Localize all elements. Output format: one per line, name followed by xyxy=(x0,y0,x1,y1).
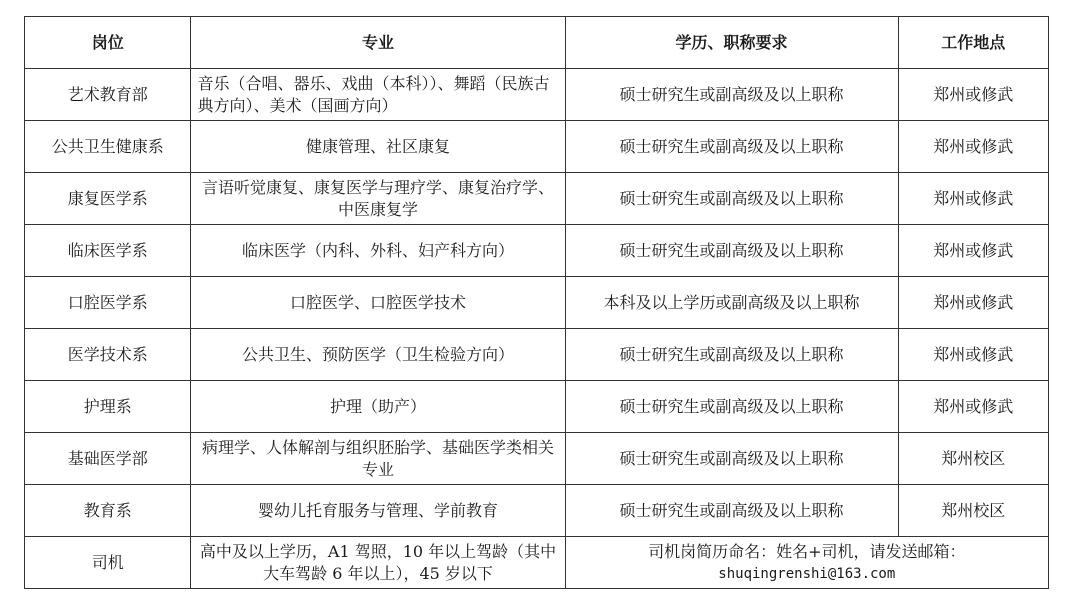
cell-requirement: 硕士研究生或副高级及以上职称 xyxy=(565,433,898,485)
cell-position: 临床医学系 xyxy=(25,225,191,277)
cell-position: 医学技术系 xyxy=(25,329,191,381)
cell-major: 健康管理、社区康复 xyxy=(191,121,565,173)
cell-location: 郑州或修武 xyxy=(898,69,1048,121)
table-row xyxy=(25,225,1049,277)
cell-major: 婴幼儿托育服务与管理、学前教育 xyxy=(191,485,565,537)
cell-location: 郑州或修武 xyxy=(898,121,1048,173)
cell-requirement: 硕士研究生或副高级及以上职称 xyxy=(565,329,898,381)
cell-requirement: 硕士研究生或副高级及以上职称 xyxy=(565,69,898,121)
cell-location: 郑州或修武 xyxy=(898,225,1048,277)
cell-location: 郑州校区 xyxy=(898,485,1048,537)
cell-major: 公共卫生、预防医学（卫生检验方向） xyxy=(191,329,565,381)
driver-email[interactable]: shuqingrenshi@163.com xyxy=(718,565,896,582)
table-row xyxy=(25,433,1049,485)
header-position: 岗位 xyxy=(25,17,191,69)
table-row xyxy=(25,277,1049,329)
table-row xyxy=(25,381,1049,433)
cell-position: 司机 xyxy=(25,537,191,589)
header-requirement: 学历、职称要求 xyxy=(565,17,898,69)
table-row xyxy=(25,121,1049,173)
cell-position: 基础医学部 xyxy=(25,433,191,485)
cell-requirement: 硕士研究生或副高级及以上职称 xyxy=(565,225,898,277)
cell-major: 言语听觉康复、康复医学与理疗学、康复治疗学、中医康复学 xyxy=(191,173,565,225)
cell-location: 郑州校区 xyxy=(898,433,1048,485)
cell-position: 护理系 xyxy=(25,381,191,433)
cell-requirement: 硕士研究生或副高级及以上职称 xyxy=(565,173,898,225)
cell-major: 临床医学（内科、外科、妇产科方向） xyxy=(191,225,565,277)
cell-position: 口腔医学系 xyxy=(25,277,191,329)
table-row xyxy=(25,69,1049,121)
cell-major: 高中及以上学历，A1 驾照，10 年以上驾龄（其中大车驾龄 6 年以上），45 岁以下 xyxy=(191,537,565,589)
cell-position: 康复医学系 xyxy=(25,173,191,225)
cell-major: 口腔医学、口腔医学技术 xyxy=(191,277,565,329)
cell-position: 教育系 xyxy=(25,485,191,537)
table-row-driver xyxy=(25,537,1049,589)
cell-requirement: 本科及以上学历或副高级及以上职称 xyxy=(565,277,898,329)
cell-position: 公共卫生健康系 xyxy=(25,121,191,173)
recruitment-table xyxy=(24,16,1049,589)
table-header-row xyxy=(25,17,1049,69)
table-row xyxy=(25,173,1049,225)
cell-major: 护理（助产） xyxy=(191,381,565,433)
cell-location: 郑州或修武 xyxy=(898,329,1048,381)
header-major: 专业 xyxy=(191,17,565,69)
cell-location: 郑州或修武 xyxy=(898,381,1048,433)
driver-note-text: 司机岗简历命名：姓名+司机，请发送邮箱： xyxy=(648,541,966,561)
table-row xyxy=(25,485,1049,537)
cell-position: 艺术教育部 xyxy=(25,69,191,121)
cell-requirement: 硕士研究生或副高级及以上职称 xyxy=(565,485,898,537)
cell-location: 郑州或修武 xyxy=(898,277,1048,329)
cell-major: 音乐（合唱、器乐、戏曲（本科））、舞蹈（民族古典方向）、美术（国画方向） xyxy=(191,69,565,121)
cell-location: 郑州或修武 xyxy=(898,173,1048,225)
cell-major: 病理学、人体解剖与组织胚胎学、基础医学类相关专业 xyxy=(191,433,565,485)
table-row xyxy=(25,329,1049,381)
header-location: 工作地点 xyxy=(898,17,1048,69)
cell-driver-note xyxy=(565,537,1048,589)
cell-requirement: 硕士研究生或副高级及以上职称 xyxy=(565,381,898,433)
cell-requirement: 硕士研究生或副高级及以上职称 xyxy=(565,121,898,173)
